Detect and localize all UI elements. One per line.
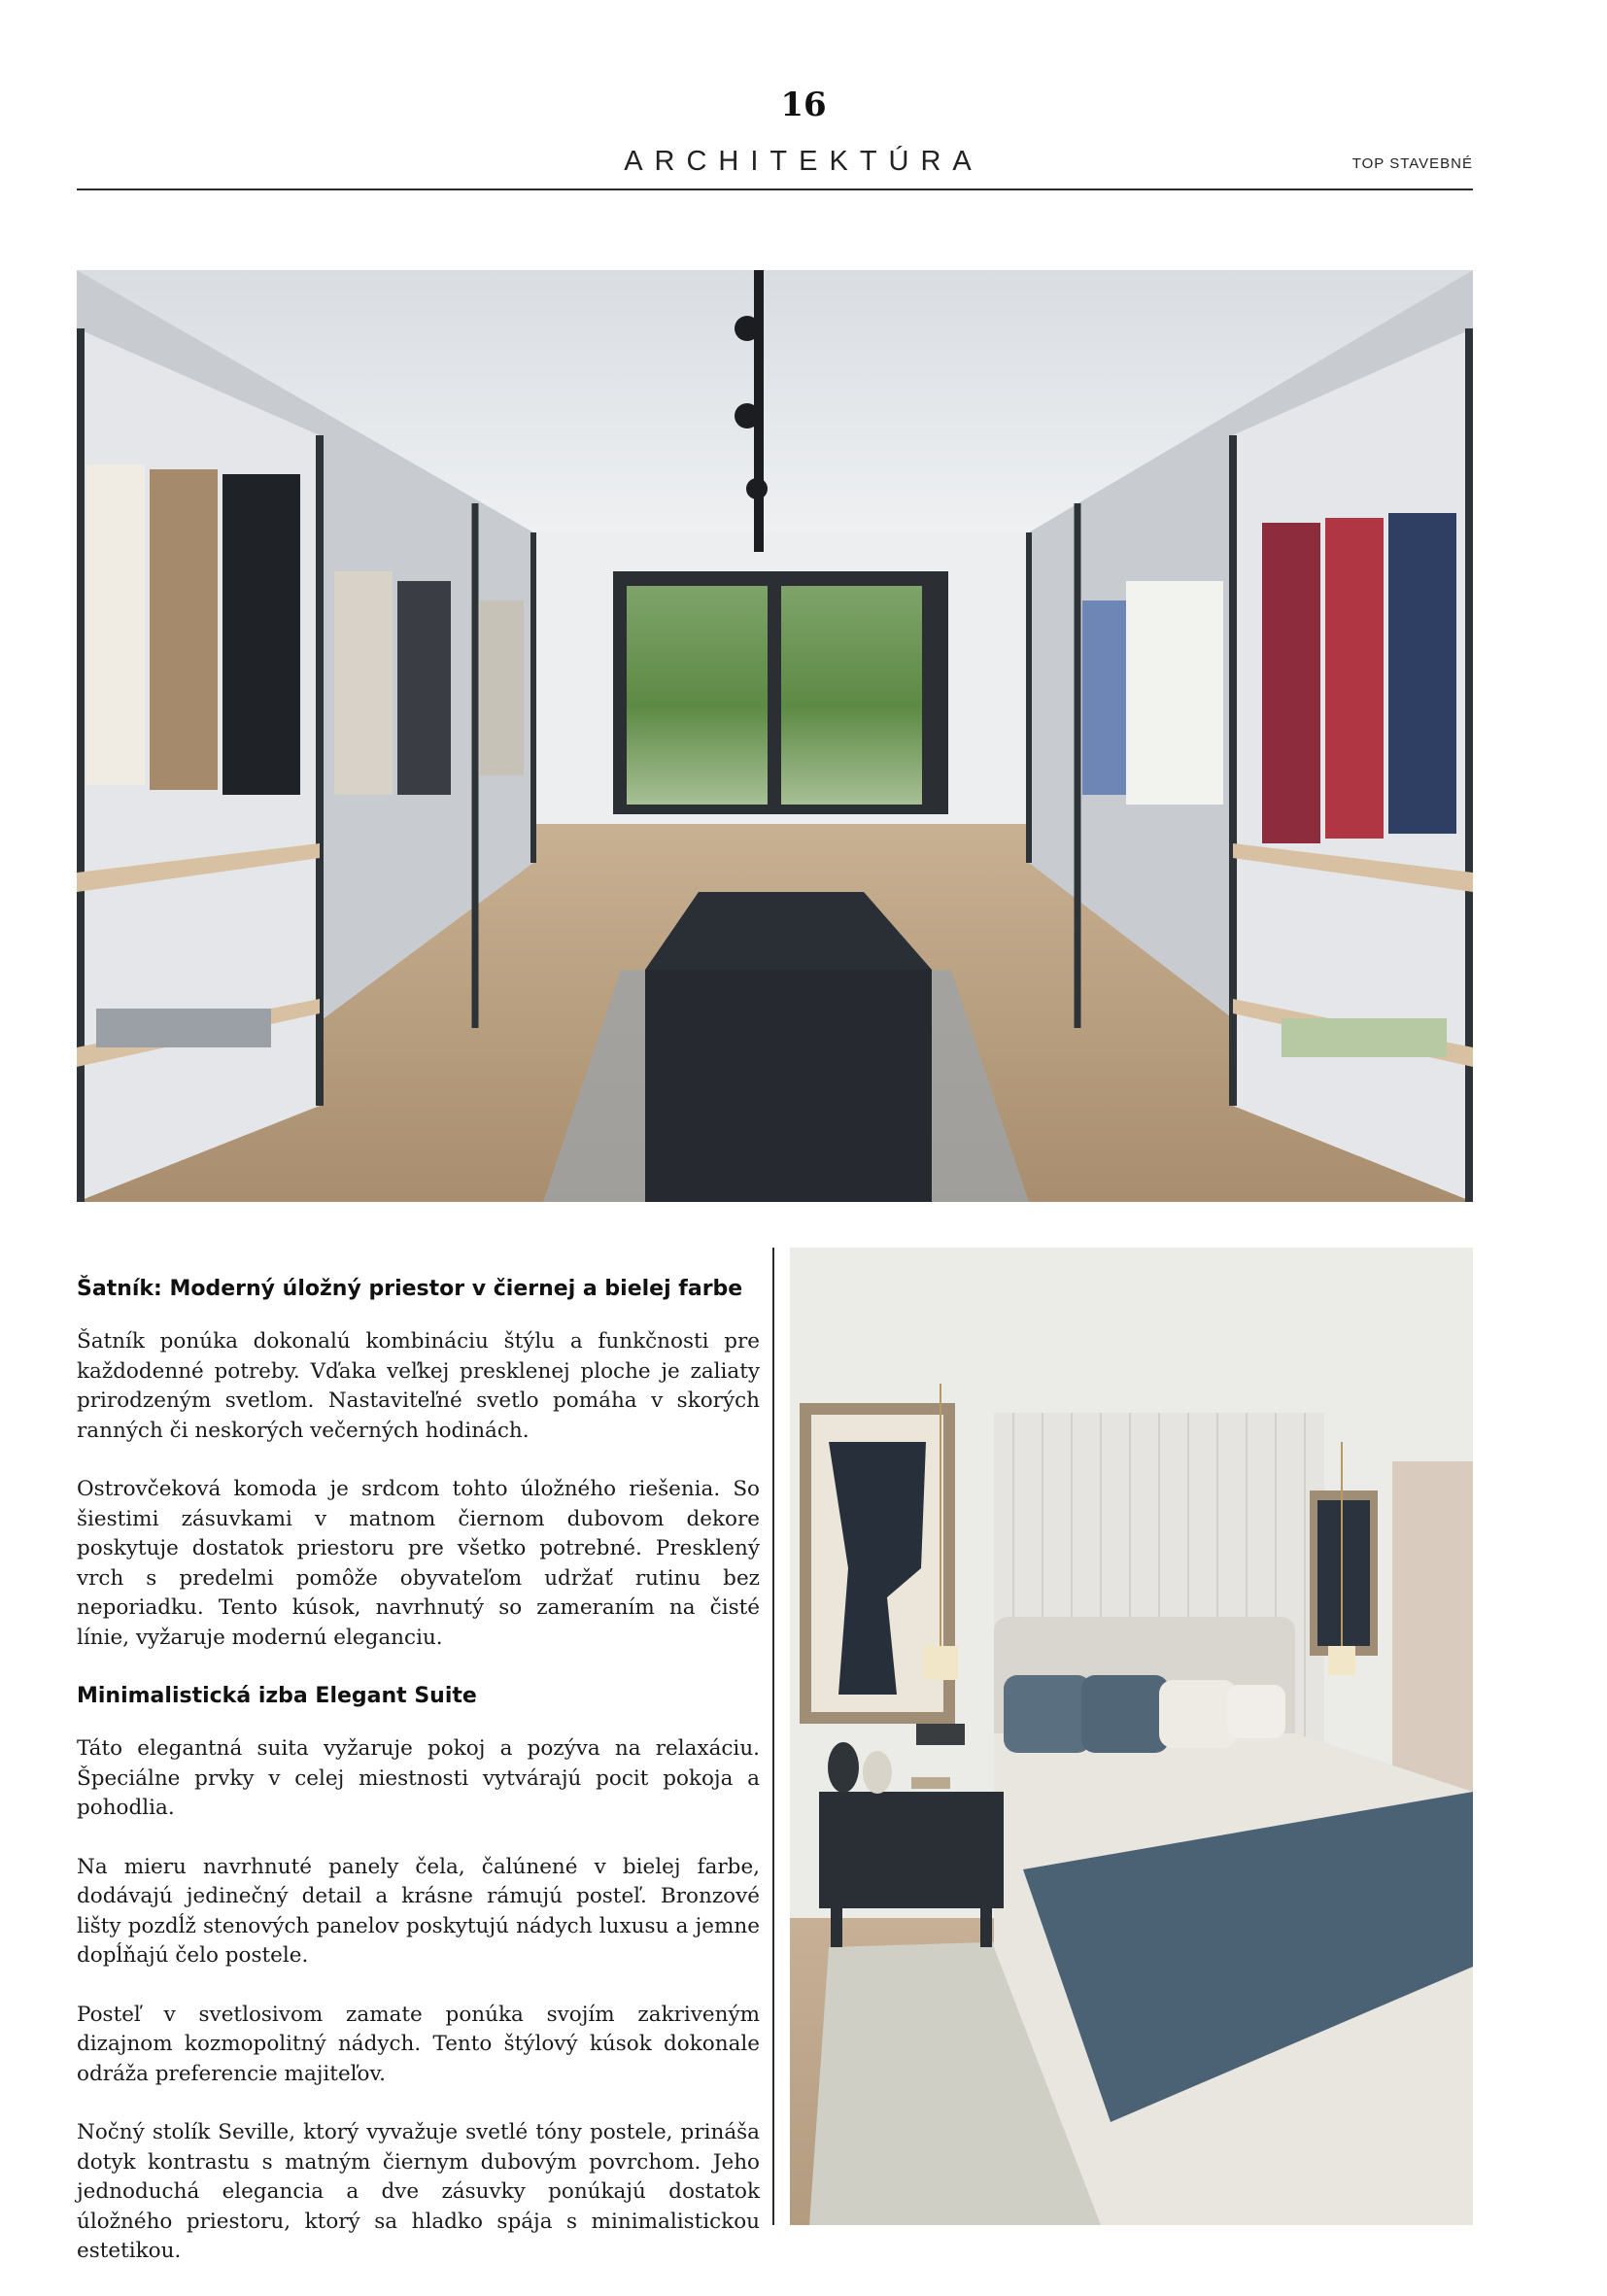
paragraph: Posteľ v svetlosivom zamate ponúka svojím zakriveným dizajnom kozmopolitný nádych. Tento štýlový kúsok dokonale odráža preferencie majiteľov. bbox=[77, 2002, 760, 2086]
paragraph: Na mieru navrhnuté panely čela, čalúnené v bielej farbe, dodávajú jedinečný detail a krásne rámujú posteľ. Bronzové lišty pozdĺž stenových panelov poskytujú nádych luxusu a jemne dopĺňajú čelo postele. bbox=[77, 1854, 760, 1968]
section-title: ARCHITEKTÚRA bbox=[624, 146, 983, 177]
paragraph: Nočný stolík Seville, ktorý vyvažuje svetlé tóny postele, prináša dotyk kontrastu s matným čiernym dubovým povrchom. Jeho jednoduchá elegancia a dve zásuvky ponúkajú dostatok úložného priestoru, ktorý sa hladko spája s minimalistickou estetikou. bbox=[77, 2120, 760, 2263]
paragraph: Ostrovčeková komoda je srdcom tohto úložného riešenia. So šiestimi zásuvkami v matnom čiernom dubovom dekore poskytuje dostatok priestoru pre všetko potrebné. Presklený vrch s predelmi pomôže obyvateľom udržať rutinu bez neporiadku. Tento kúsok, navrhnutý so zameraním na čisté línie, vyžaruje modernú eleganciu. bbox=[77, 1477, 760, 1650]
page-number: 16 bbox=[780, 86, 827, 124]
article-text bbox=[77, 1275, 760, 2296]
paragraph: Táto elegantná suita vyžaruje pokoj a pozýva na relaxáciu. Špeciálne prvky v celej miestnosti vytvárajú pocit pokoja a pohodlia. bbox=[77, 1736, 760, 1820]
heading-bedroom: Minimalistická izba Elegant Suite bbox=[77, 1684, 477, 1708]
column-rule bbox=[772, 1248, 774, 2225]
bedroom-photo bbox=[790, 1248, 1473, 2225]
wardrobe-photo bbox=[77, 270, 1473, 1202]
header-rule bbox=[77, 188, 1473, 190]
paragraph: Šatník ponúka dokonalú kombináciu štýlu a funkčnosti pre každodenné potreby. Vďaka veľkej presklenej ploche je zaliaty prirodzeným svetlom. Nastaviteľné svetlo pomáha v skorých ranných či neskorých večerných hodinách. bbox=[77, 1329, 760, 1443]
heading-wardrobe: Šatník: Moderný úložný priestor v čiernej a bielej farbe bbox=[77, 1277, 743, 1301]
magazine-name: TOP STAVEBNÉ bbox=[1351, 155, 1473, 172]
